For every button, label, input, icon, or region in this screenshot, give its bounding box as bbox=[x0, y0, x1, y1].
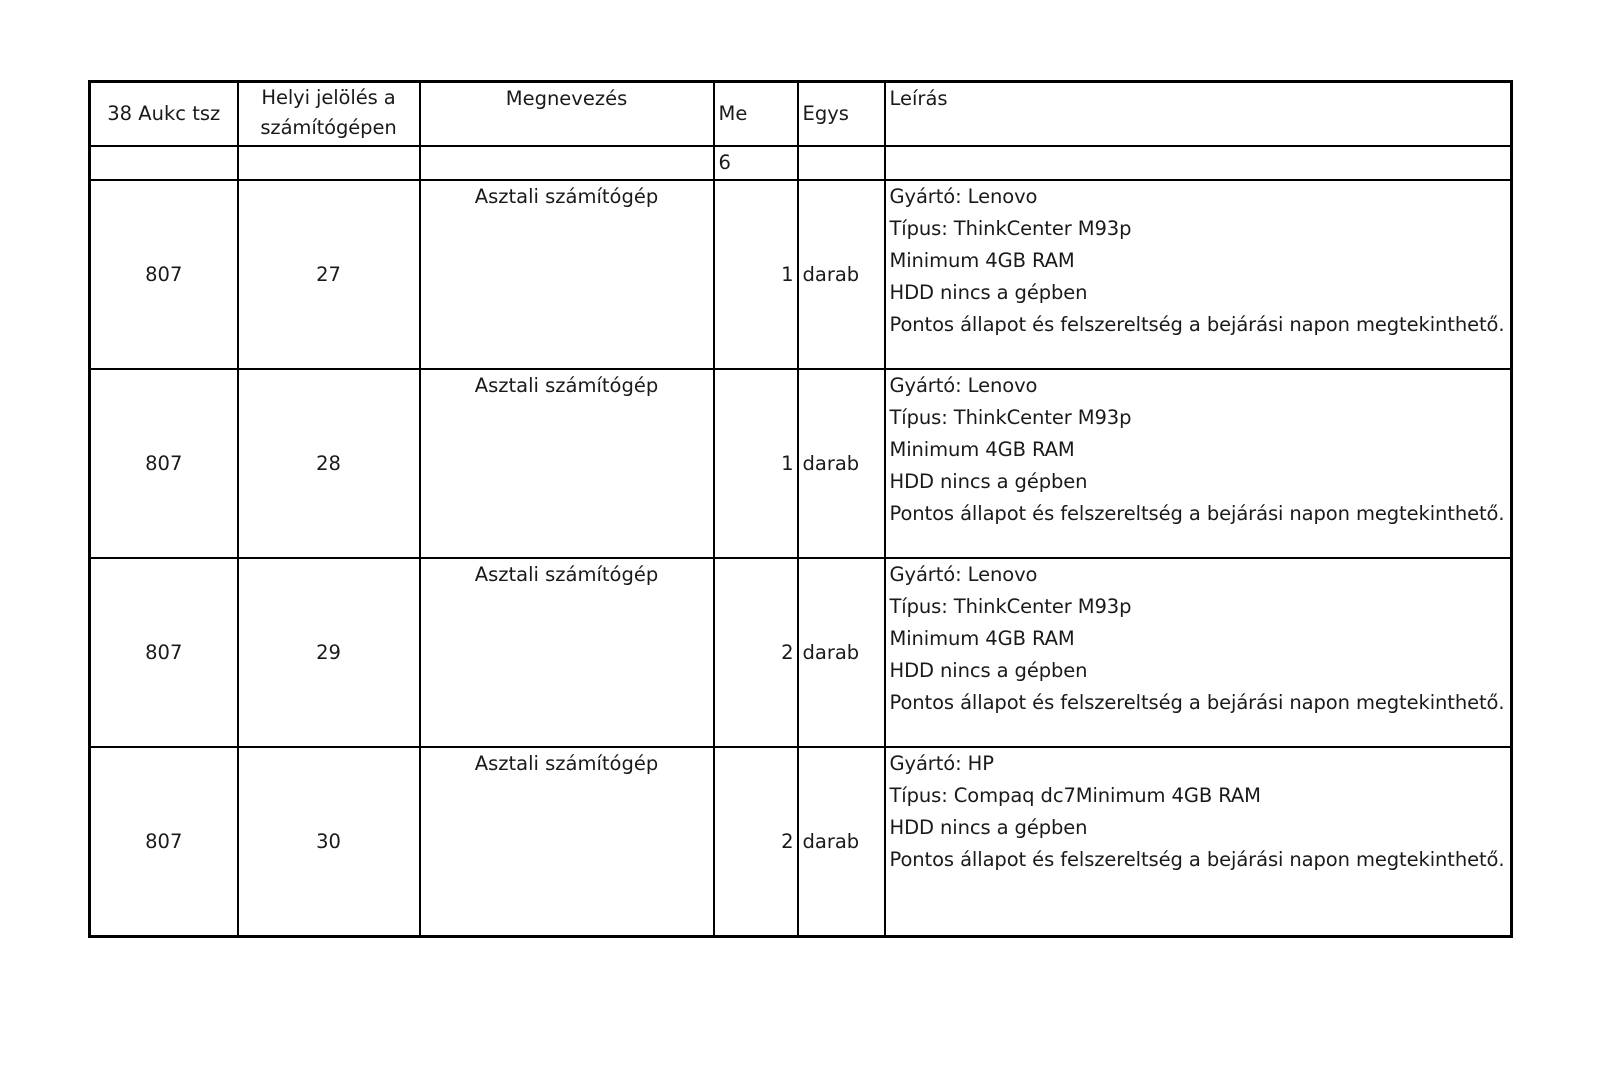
description-line: Gyártó: Lenovo bbox=[889, 374, 1038, 397]
description-line: HDD nincs a gépben bbox=[889, 659, 1088, 682]
cell-qty: 2 bbox=[714, 558, 798, 747]
description-line: HDD nincs a gépben bbox=[889, 470, 1088, 493]
header-qty: Me bbox=[714, 82, 798, 147]
cell-unit: darab bbox=[798, 180, 885, 369]
subheader-cell-unit bbox=[798, 146, 885, 180]
description-line: Pontos állapot és felszereltség a bejárási napon megtekinthető. bbox=[889, 502, 1505, 525]
cell-local-mark: 29 bbox=[238, 558, 420, 747]
description-line: Típus: ThinkCenter M93p bbox=[889, 595, 1132, 618]
description-line: Típus: ThinkCenter M93p bbox=[889, 406, 1132, 429]
table-row bbox=[90, 558, 1512, 747]
header-row bbox=[90, 82, 1512, 147]
description-line: Minimum 4GB RAM bbox=[889, 438, 1075, 461]
subheader-cell-description bbox=[885, 146, 1512, 180]
cell-auction: 807 bbox=[90, 369, 238, 558]
description-line: Pontos állapot és felszereltség a bejárási napon megtekinthető. bbox=[889, 313, 1505, 336]
subheader-cell-name bbox=[420, 146, 714, 180]
subheader-cell-auction bbox=[90, 146, 238, 180]
cell-qty: 2 bbox=[714, 747, 798, 937]
cell-local-mark: 30 bbox=[238, 747, 420, 937]
cell-unit: darab bbox=[798, 747, 885, 937]
header-local-mark bbox=[238, 82, 420, 147]
header-description: Leírás bbox=[885, 82, 1512, 147]
description-line: Minimum 4GB RAM bbox=[889, 627, 1075, 650]
cell-description bbox=[885, 747, 1512, 937]
header-name: Megnevezés bbox=[420, 82, 714, 147]
header-local-mark-line1: Helyi jelölés a bbox=[261, 86, 396, 109]
cell-name: Asztali számítógép bbox=[420, 180, 714, 369]
header-unit: Egys bbox=[798, 82, 885, 147]
cell-auction: 807 bbox=[90, 558, 238, 747]
cell-description bbox=[885, 369, 1512, 558]
table-row bbox=[90, 747, 1512, 937]
cell-unit: darab bbox=[798, 369, 885, 558]
description-line: Gyártó: Lenovo bbox=[889, 563, 1038, 586]
subheader-qty: 6 bbox=[714, 146, 798, 180]
table-row bbox=[90, 369, 1512, 558]
description-line: Gyártó: HP bbox=[889, 752, 994, 775]
cell-name: Asztali számítógép bbox=[420, 747, 714, 937]
description-line: Minimum 4GB RAM bbox=[889, 249, 1075, 272]
description-line: Pontos állapot és felszereltség a bejárási napon megtekinthető. bbox=[889, 691, 1505, 714]
description-line: Típus: Compaq dc7Minimum 4GB RAM bbox=[889, 784, 1261, 807]
description-line: Gyártó: Lenovo bbox=[889, 185, 1038, 208]
description-line: HDD nincs a gépben bbox=[889, 281, 1088, 304]
description-line: HDD nincs a gépben bbox=[889, 816, 1088, 839]
header-local-mark-line2: számítógépen bbox=[260, 116, 397, 139]
cell-name: Asztali számítógép bbox=[420, 558, 714, 747]
description-line: Pontos állapot és felszereltség a bejárási napon megtekinthető. bbox=[889, 848, 1505, 871]
subheader-row bbox=[90, 146, 1512, 180]
cell-qty: 1 bbox=[714, 369, 798, 558]
cell-local-mark: 27 bbox=[238, 180, 420, 369]
description-line: Típus: ThinkCenter M93p bbox=[889, 217, 1132, 240]
cell-description bbox=[885, 558, 1512, 747]
auction-items-table bbox=[88, 80, 1513, 938]
cell-description bbox=[885, 180, 1512, 369]
cell-auction: 807 bbox=[90, 180, 238, 369]
cell-auction: 807 bbox=[90, 747, 238, 937]
header-auction: 38 Aukc tsz bbox=[90, 82, 238, 147]
cell-local-mark: 28 bbox=[238, 369, 420, 558]
cell-qty: 1 bbox=[714, 180, 798, 369]
cell-unit: darab bbox=[798, 558, 885, 747]
cell-name: Asztali számítógép bbox=[420, 369, 714, 558]
table-row bbox=[90, 180, 1512, 369]
subheader-cell-local-mark bbox=[238, 146, 420, 180]
